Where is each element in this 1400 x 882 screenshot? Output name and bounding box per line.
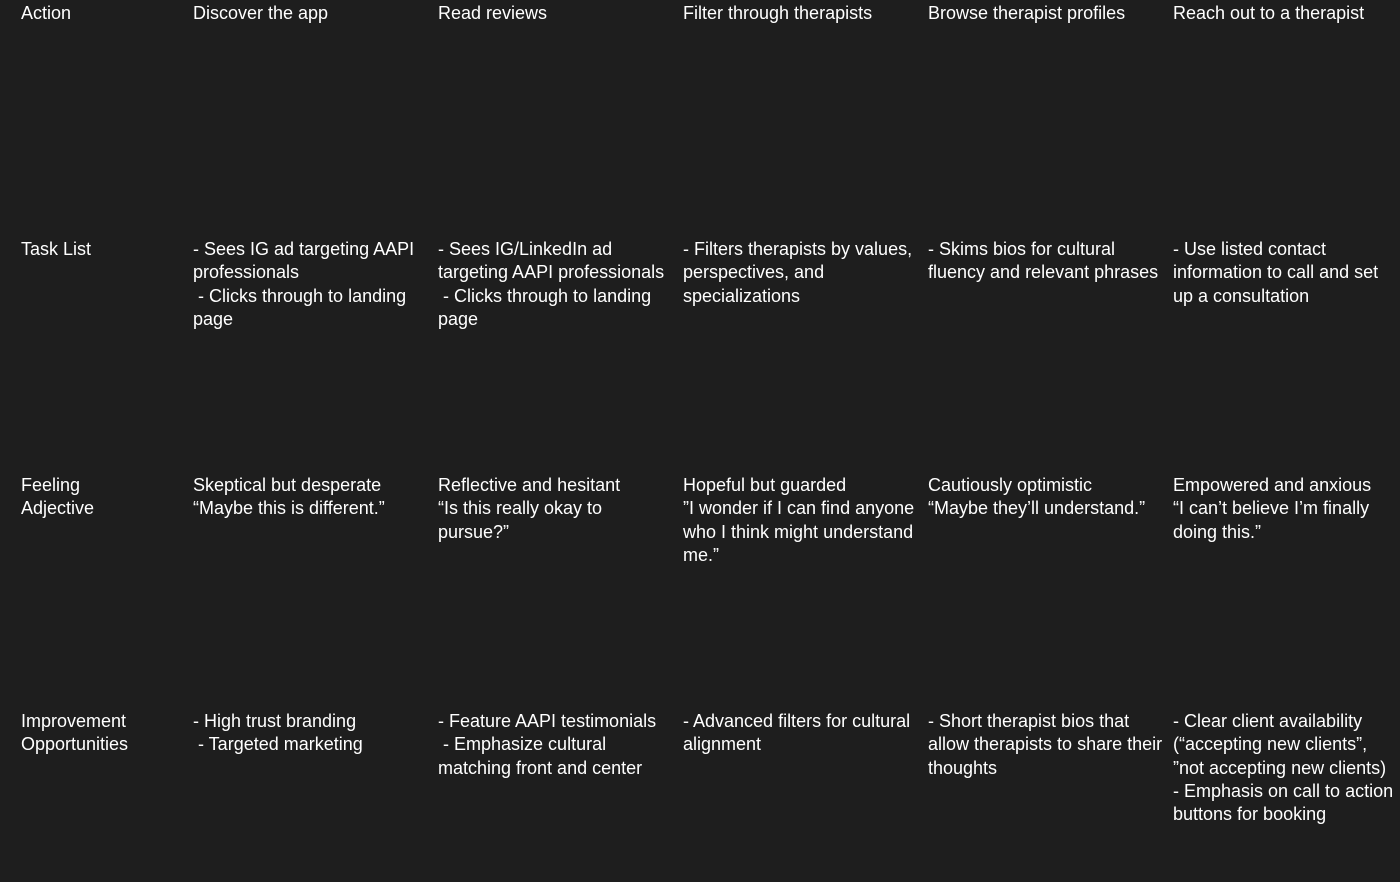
improvement-cell-browse: - Short therapist bios that allow therapists to share their thoughts [928, 711, 1168, 778]
improvement-cell-reach-out: - Clear client availability (“accepting new clients”, ”not accepting new clients) - Emphasis on call to action buttons for booking [1173, 711, 1394, 825]
row-label-action: Action [21, 3, 72, 23]
action-cell-browse: Browse therapist profiles [928, 3, 1126, 23]
row-label-feeling-adjective: Feeling Adjective [21, 475, 95, 519]
row-label-task-list: Task List [21, 239, 92, 259]
task-cell-reach-out: - Use listed contact information to call and set up a consultation [1173, 239, 1384, 306]
task-cell-filter: - Filters therapists by values, perspectives, and specializations [683, 239, 918, 306]
feeling-cell-reviews: Reflective and hesitant “Is this really okay to pursue?” [438, 475, 621, 542]
row-label-improvement-opportunities: Improvement Opportunities [21, 711, 129, 755]
feeling-cell-reach-out: Empowered and anxious “I can’t believe I’m finally doing this.” [1173, 475, 1372, 542]
action-cell-filter: Filter through therapists [683, 3, 873, 23]
action-cell-reviews: Read reviews [438, 3, 548, 23]
feeling-cell-discover: Skeptical but desperate “Maybe this is different.” [193, 475, 385, 519]
feeling-cell-browse: Cautiously optimistic “Maybe they’ll understand.” [928, 475, 1146, 519]
feeling-cell-filter: Hopeful but guarded ”I wonder if I can find anyone who I think might understand me.” [683, 475, 915, 565]
action-cell-discover: Discover the app [193, 3, 329, 23]
improvement-cell-reviews: - Feature AAPI testimonials - Emphasize cultural matching front and center [438, 711, 657, 778]
improvement-cell-filter: - Advanced filters for cultural alignment [683, 711, 916, 755]
improvement-cell-discover: - High trust branding - Targeted marketing [193, 711, 363, 755]
action-cell-reach-out: Reach out to a therapist [1173, 3, 1365, 23]
task-cell-browse: - Skims bios for cultural fluency and relevant phrases [928, 239, 1159, 283]
task-cell-discover: - Sees IG ad targeting AAPI professionals - Clicks through to landing page [193, 239, 415, 329]
task-cell-reviews: - Sees IG/LinkedIn ad targeting AAPI professionals - Clicks through to landing page [438, 239, 665, 329]
